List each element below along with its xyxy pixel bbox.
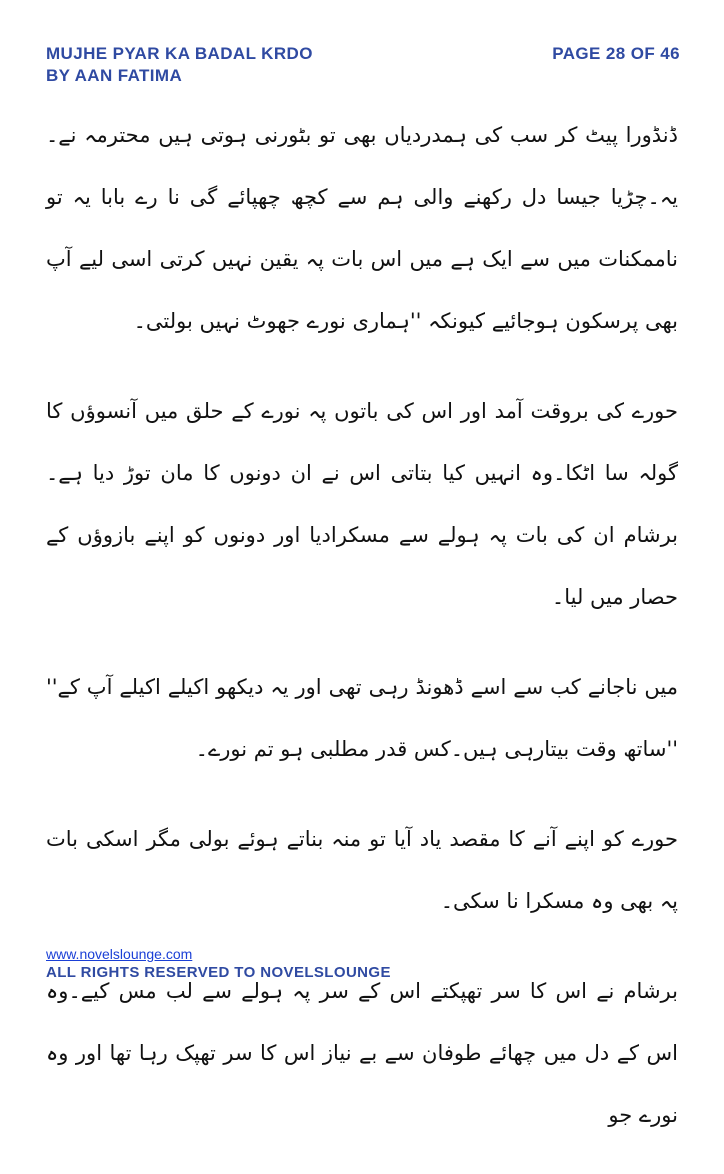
novel-title: MUJHE PYAR KA BADAL KRDO	[46, 44, 313, 63]
paragraph-4: حورے کو اپنے آنے کا مقصد یاد آیا تو منہ بناتے ہوئے بولی مگر اسکی بات پہ بھی وہ مسکرا نا سکی۔	[46, 827, 678, 913]
paragraph-2: حورے کی بروقت آمد اور اس کی باتوں پہ نورے کے حلق میں آنسوؤں کا گولہ سا اٹکا۔وہ انہیں کیا بتاتی اس نے ان دونوں کا مان توڑ دیا ہے۔ برشام ان کی بات پہ ہولے سے مسکرادیا اور دونوں کو اپنے بازوؤں کے حصار میں لیا۔	[46, 399, 678, 609]
story-body	[46, 104, 678, 1174]
paragraph-3: میں ناجانے کب سے اسے ڈھونڈ رہی تھی اور یہ دیکھو اکیلے اکیلے آپ کے'' ''ساتھ وقت بیتارہی ہیں۔کس قدر مطلبی ہو تم نورے۔	[46, 675, 678, 761]
author-line: BY AAN FATIMA	[46, 66, 183, 85]
website-link[interactable]: www.novelslounge.com	[46, 946, 193, 962]
copyright-notice: ALL RIGHTS RESERVED TO NOVELSLOUNGE	[46, 964, 391, 981]
page-number: PAGE 28 OF 46	[552, 44, 680, 63]
paragraph-1: ڈنڈورا پیٹ کر سب کی ہمدردیاں بھی تو بٹورنی ہوتی ہیں محترمہ نے۔یہ۔چڑیا جیسا دل رکھنے والی ہم سے کچھ چھپائے گی نا رے بابا یہ تو ناممکنات میں سے ایک ہے میں اس بات پہ یقین نہیں کرتی اسی لیے آپ بھی پرسکون ہوجائیے کیونکہ ''ہماری نورے جھوٹ نہیں بولتی۔	[46, 123, 678, 333]
paragraph-5: برشام نے اس کا سر تھپکتے اس کے سر پہ ہولے سے لب مس کیے۔وہ اس کے دل میں چھائے طوفان سے بے نیاز اس کا سر تھپک رہا تھا اور وہ نورے جو	[46, 979, 678, 1127]
